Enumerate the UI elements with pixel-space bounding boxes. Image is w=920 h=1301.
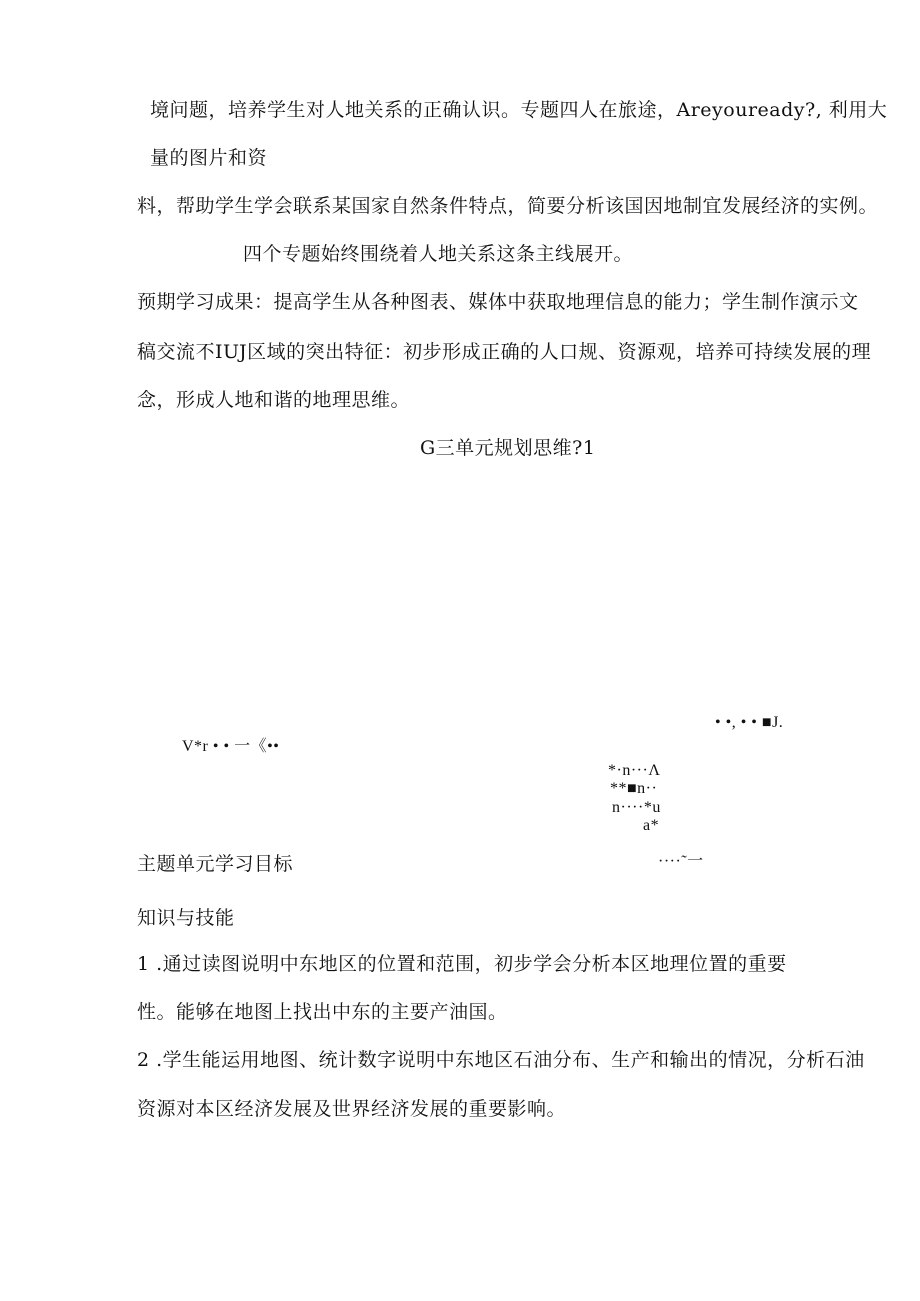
text-line: 境问题，培养学生对人地关系的正确认识。专题四人在旅途，Areyouready?, 利用大 bbox=[150, 99, 888, 121]
text-line: 料，帮助学生学会联系某国家自然条件特点，简要分析该国因地制宜发展经济的实例。 bbox=[137, 195, 879, 217]
garbled-text: n····*u bbox=[612, 799, 661, 816]
section-subheading: 知识与技能 bbox=[137, 907, 235, 929]
list-item-continuation: 性。能够在地图上找出中东的主要产油国。 bbox=[137, 1001, 508, 1023]
paragraph-2: 四个专题始终围绕着人地关系这条主线展开。 bbox=[243, 243, 634, 265]
garbled-text: **■n·· bbox=[610, 780, 658, 797]
text-line: 预期学习成果：提高学生从各种图表、媒体中获取地理信息的能力；学生制作演示文 bbox=[137, 291, 859, 313]
garbled-text: *·n···Λ bbox=[608, 762, 661, 779]
garbled-text: • •, • • ■J. bbox=[715, 714, 784, 731]
list-item-continuation: 资源对本区经济发展及世界经济发展的重要影响。 bbox=[137, 1098, 567, 1120]
garbled-text: V*r • • 一《•• bbox=[182, 738, 280, 755]
garbled-text: ····˜一 bbox=[658, 853, 704, 870]
text-line: 稿交流不IUJ区域的突出特征：初步形成正确的人口规、资源观，培养可持续发展的理 bbox=[137, 341, 872, 363]
figure-caption: G三单元规划思维?1 bbox=[420, 437, 596, 459]
garbled-text: a* bbox=[643, 817, 660, 834]
section-heading: 主题单元学习目标 bbox=[137, 853, 294, 875]
text-line: 念，形成人地和谐的地理思维。 bbox=[137, 389, 411, 411]
text-line: 量的图片和资 bbox=[150, 147, 268, 169]
list-item: 2 .学生能运用地图、统计数字说明中东地区石油分布、生产和输出的情况，分析石油 bbox=[137, 1049, 865, 1071]
list-item: 1 .通过读图说明中东地区的位置和范围，初步学会分析本区地理位置的重要 bbox=[137, 953, 787, 975]
